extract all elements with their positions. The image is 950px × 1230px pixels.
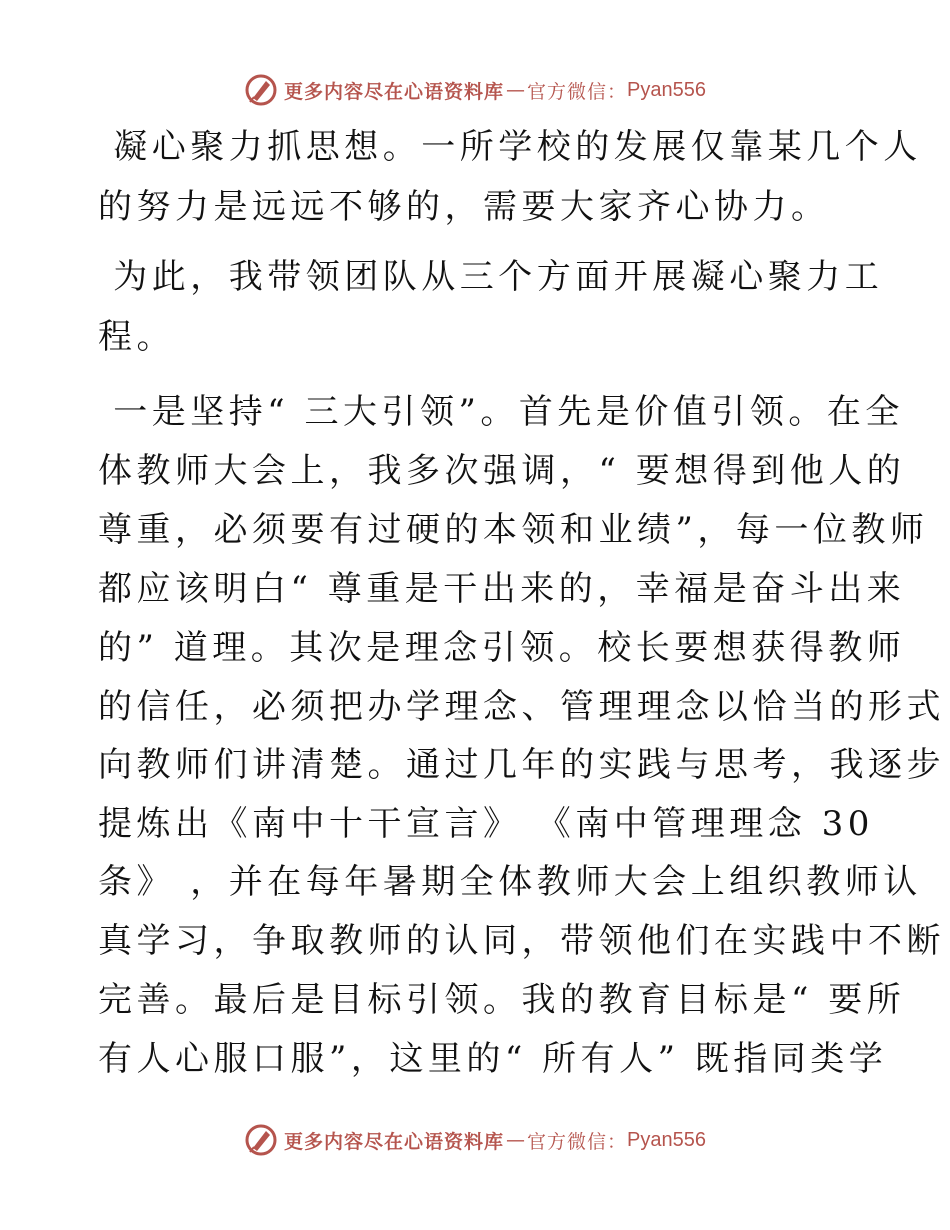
- banner-subtitle: 官方微信：: [527, 1130, 628, 1153]
- pen-logo-icon: [244, 73, 278, 107]
- banner-separator: —: [506, 79, 526, 101]
- banner-subtitle: 官方微信：: [527, 80, 628, 103]
- text-line-15: 完善。最后是目标引领。我的教育目标是“ 要所: [98, 980, 906, 1020]
- banner-title: 更多内容尽在心语资料库: [284, 1130, 505, 1153]
- banner-wechat-id: Pyan556: [627, 78, 706, 101]
- banner-separator: —: [506, 1129, 526, 1151]
- header-banner: [0, 70, 950, 110]
- text-line-13: 条》 ，并在每年暑期全体教师大会上组织教师认: [98, 862, 922, 902]
- text-line-14: 真学习，争取教师的认同，带领他们在实践中不断: [98, 921, 945, 961]
- text-line-8: 都应该明白“ 尊重是干出来的，幸福是奋斗出来: [98, 569, 906, 609]
- text-line-6: 体教师大会上，我多次强调，“ 要想得到他人的: [98, 451, 906, 491]
- text-line-1: 凝心聚力抓思想。一所学校的发展仅靠某几个人: [98, 127, 922, 167]
- text-line-5: 一是坚持“ 三大引领”。首先是价值引领。在全: [98, 392, 904, 432]
- text-line-4: 程。: [98, 317, 175, 357]
- text-line-7: 尊重，必须要有过硬的本领和业绩”，每一位教师: [98, 510, 929, 550]
- banner-title: 更多内容尽在心语资料库: [284, 80, 505, 103]
- footer-banner: [0, 1120, 950, 1160]
- text-line-11: 向教师们讲清楚。通过几年的实践与思考，我逐步: [98, 745, 945, 785]
- pen-logo-icon: [244, 1123, 278, 1157]
- banner-wechat-id: Pyan556: [627, 1128, 706, 1151]
- text-line-12: 提炼出《南中十干宣言》 《南中管理理念 30: [98, 804, 874, 844]
- text-line-10: 的信任，必须把办学理念、管理理念以恰当的形式: [98, 687, 945, 727]
- text-line-16: 有人心服口服”，这里的“ 所有人” 既指同类学: [98, 1039, 888, 1079]
- text-line-9: 的” 道理。其次是理念引领。校长要想获得教师: [98, 628, 906, 668]
- text-line-2: 的努力是远远不够的，需要大家齐心协力。: [98, 187, 830, 227]
- text-line-3: 为此，我带领团队从三个方面开展凝心聚力工: [98, 257, 884, 297]
